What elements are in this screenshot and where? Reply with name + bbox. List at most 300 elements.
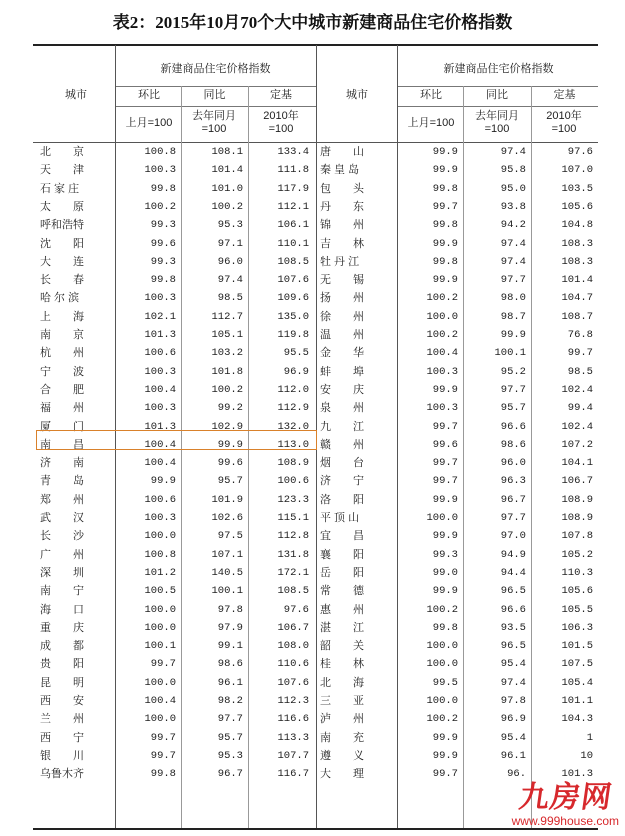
left-mom-value: 99.7 [150,658,176,671]
right-yoy-value: 97.4 [500,146,526,158]
header-yoy-right: 同比 [486,89,508,101]
right-mom-value: 100.4 [426,347,458,360]
right-base-value: 98.5 [567,365,593,378]
right-mom-value: 99.8 [432,182,458,195]
left-city-name: 昆 明 [40,676,84,689]
left-yoy-value: 105.1 [211,329,243,341]
left-base-value: 95.5 [283,347,309,360]
left-city-name: 南 昌 [40,438,84,451]
header-mom-left: 环比 [138,89,160,101]
left-yoy-value: 95.3 [217,219,243,232]
right-mom-value: 100.2 [426,329,458,341]
right-base-value: 107.0 [561,164,593,177]
left-base-value: 131.8 [277,548,309,561]
left-yoy-value: 98.6 [217,658,243,671]
right-yoy-value: 94.9 [500,548,526,561]
left-base-value: 112.9 [277,402,309,415]
watermark-url: www.999house.com [511,814,619,828]
right-yoy-value: 97.0 [500,530,526,543]
right-city-name: 遵 义 [320,749,364,762]
table-row [0,235,625,253]
right-mom-value: 99.6 [432,438,458,451]
header-divider-left-1 [115,86,316,87]
left-mom-value: 100.3 [144,292,176,305]
left-yoy-value: 96.7 [217,768,243,781]
header-mom-sub-left: 上月=100 [125,117,173,129]
left-city-name: 乌鲁木齐 [40,768,84,781]
right-mom-value: 100.0 [426,658,458,671]
header-divider-left-2 [115,106,316,107]
table-row [0,582,625,600]
right-yoy-value: 97.4 [500,237,526,250]
right-city-name: 岳 阳 [320,566,364,579]
right-yoy-value: 98.6 [500,438,526,451]
right-mom-value: 99.9 [432,731,458,744]
left-mom-value: 100.6 [144,493,176,506]
left-yoy-value: 97.5 [217,530,243,543]
right-base-value: 105.6 [561,585,593,598]
right-mom-value: 100.0 [426,640,458,653]
right-mom-value: 99.9 [432,146,458,158]
right-yoy-value: 97.7 [500,383,526,396]
left-city-name: 青 岛 [40,475,84,488]
left-mom-value: 100.3 [144,402,176,415]
right-city-name: 宜 昌 [320,530,364,543]
right-base-value: 108.7 [561,310,593,323]
table-row [0,527,625,545]
right-yoy-value: 100.1 [494,347,526,360]
right-city-name: 包 头 [320,182,364,195]
right-base-value: 76.8 [567,329,593,341]
left-mom-value: 100.3 [144,365,176,378]
left-mom-value: 100.2 [144,200,176,213]
left-base-value: 107.6 [277,274,309,287]
right-city-name: 韶 关 [320,640,364,653]
left-city-name: 西 安 [40,695,84,707]
left-mom-value: 99.9 [150,475,176,488]
left-yoy-value: 140.5 [211,566,243,579]
left-mom-value: 100.1 [144,640,176,653]
left-mom-value: 100.6 [144,347,176,360]
left-city-name: 呼和浩特 [40,219,84,232]
left-yoy-value: 96.1 [217,676,243,689]
left-city-name: 厦 门 [40,420,84,433]
left-yoy-value: 107.1 [211,548,243,561]
left-yoy-value: 98.5 [217,292,243,305]
left-yoy-value: 96.0 [217,255,243,268]
header-index-left: 新建商品住宅价格指数 [160,63,271,75]
left-city-name: 北 京 [40,146,84,158]
right-yoy-value: 96.6 [500,603,526,616]
left-city-name: 石 家 庄 [40,182,80,195]
left-yoy-value: 97.1 [217,237,243,250]
table-row [0,253,625,271]
left-yoy-value: 97.8 [217,603,243,616]
right-yoy-value: 96.7 [500,493,526,506]
left-base-value: 132.0 [277,420,309,433]
right-yoy-value: 94.4 [500,566,526,579]
table-row [0,564,625,582]
right-city-name: 无 锡 [320,274,364,287]
left-yoy-value: 99.1 [217,640,243,653]
left-mom-value: 100.0 [144,676,176,689]
left-city-name: 杭 州 [40,347,84,360]
right-yoy-value: 97.8 [500,695,526,707]
table-bottom-rule [33,828,598,830]
left-city-name: 福 州 [40,402,84,415]
table-row [0,601,625,619]
left-base-value: 135.0 [277,310,309,323]
table-row [0,729,625,747]
right-city-name: 徐 州 [320,310,364,323]
left-city-name: 太 原 [40,200,84,213]
left-yoy-value: 101.9 [211,493,243,506]
left-yoy-value: 100.1 [211,585,243,598]
left-base-value: 123.3 [277,493,309,506]
left-mom-value: 100.8 [144,548,176,561]
left-base-value: 112.1 [277,200,309,213]
left-yoy-value: 99.9 [217,438,243,451]
right-city-name: 烟 台 [320,457,364,470]
left-city-name: 贵 阳 [40,658,84,671]
right-mom-value: 100.0 [426,512,458,524]
header-yoy-left: 同比 [203,89,226,101]
right-city-name: 平 顶 山 [320,512,360,524]
right-yoy-value: 94.2 [500,219,526,232]
right-base-value: 105.2 [561,548,593,561]
right-base-value: 104.1 [561,457,593,470]
left-mom-value: 102.1 [144,310,176,323]
left-base-value: 133.4 [277,146,309,158]
left-base-value: 109.6 [277,292,309,305]
right-mom-value: 99.8 [432,219,458,232]
right-base-value: 101.3 [561,768,593,781]
left-city-name: 重 庆 [40,621,84,634]
left-city-name: 广 州 [40,548,84,561]
left-base-value: 112.8 [277,530,309,543]
left-mom-value: 100.0 [144,530,176,543]
table-row [0,326,625,344]
right-base-value: 101.1 [561,695,593,707]
left-yoy-value: 97.7 [217,713,243,726]
right-base-value: 104.7 [561,292,593,305]
left-mom-value: 100.3 [144,164,176,177]
left-base-value: 112.0 [277,383,309,396]
left-base-value: 108.5 [277,255,309,268]
left-yoy-value: 101.0 [211,182,243,195]
left-city-name: 合 肥 [40,383,84,396]
table-row [0,198,625,216]
right-city-name: 大 理 [320,768,364,781]
right-city-name: 北 海 [320,676,364,689]
left-base-value: 107.7 [277,749,309,762]
right-city-name: 济 宁 [320,475,364,488]
right-mom-value: 99.9 [432,237,458,250]
right-base-value: 108.3 [561,255,593,268]
right-yoy-value: 97.4 [500,255,526,268]
left-mom-value: 99.7 [150,749,176,762]
table-row [0,161,625,179]
left-city-name: 济 南 [40,457,84,470]
right-mom-value: 99.9 [432,274,458,287]
right-yoy-value: 96.6 [500,420,526,433]
left-yoy-value: 100.2 [211,200,243,213]
watermark-logo: 九房网 [516,780,615,815]
right-yoy-value: 95.4 [500,658,526,671]
right-city-name: 赣 州 [320,438,364,451]
header-mom-sub-right: 上月=100 [407,117,455,129]
left-city-name: 上 海 [40,310,84,323]
table-row [0,674,625,692]
table-row [0,637,625,655]
right-city-name: 南 充 [320,731,364,744]
right-city-name: 吉 林 [320,237,364,250]
right-yoy-value: 96.5 [500,640,526,653]
right-yoy-value: 96.0 [500,457,526,470]
left-yoy-value: 97.9 [217,621,243,634]
table-row [0,692,625,710]
header-city-left: 城市 [65,89,87,101]
right-base-value: 106.3 [561,621,593,634]
right-mom-value: 100.2 [426,292,458,305]
right-base-value: 108.9 [561,512,593,524]
table-row [0,509,625,527]
right-base-value: 107.2 [561,438,593,451]
right-mom-value: 99.7 [432,475,458,488]
right-yoy-value: 97.7 [500,274,526,287]
left-yoy-value: 99.2 [217,402,243,415]
left-yoy-value: 103.2 [211,347,243,360]
right-city-name: 蚌 埠 [320,365,364,378]
table-row [0,491,625,509]
left-mom-value: 100.4 [144,457,176,470]
highlight-box-xiamen [36,430,317,450]
right-mom-value: 99.7 [432,200,458,213]
right-yoy-value: 96.5 [500,585,526,598]
right-yoy-value: 98.0 [500,292,526,305]
header-base-sub-left: 2010年=100 [263,110,299,135]
right-mom-value: 99.9 [432,530,458,543]
left-base-value: 108.9 [277,457,309,470]
right-mom-value: 99.0 [432,566,458,579]
table-row [0,454,625,472]
right-mom-value: 99.9 [432,749,458,762]
left-city-name: 深 圳 [40,566,84,579]
left-city-name: 哈 尔 滨 [40,292,80,305]
right-city-name: 襄 阳 [320,548,364,561]
right-mom-value: 99.7 [432,457,458,470]
left-base-value: 110.1 [277,237,309,250]
right-city-name: 九 江 [320,420,364,433]
left-base-value: 106.7 [277,621,309,634]
right-mom-value: 100.3 [426,365,458,378]
left-mom-value: 100.0 [144,713,176,726]
table-row [0,344,625,362]
left-mom-value: 101.3 [144,420,176,433]
header-base-sub-right: 2010年=100 [546,110,582,135]
right-city-name: 金 华 [320,347,364,360]
right-base-value: 104.3 [561,713,593,726]
table-row [0,271,625,289]
left-yoy-value: 97.4 [217,274,243,287]
right-mom-value: 100.2 [426,603,458,616]
left-mom-value: 100.0 [144,603,176,616]
left-city-name: 沈 阳 [40,237,84,250]
header-yoy-sub-right: 去年同月=100 [475,110,519,135]
right-city-name: 牡 丹 江 [320,255,360,268]
right-base-value: 107.5 [561,658,593,671]
right-city-name: 秦 皇 岛 [320,164,360,177]
left-base-value: 116.6 [277,713,309,726]
right-yoy-value: 95.8 [500,164,526,177]
right-yoy-value: 95.4 [500,731,526,744]
right-base-value: 105.4 [561,676,593,689]
right-mom-value: 100.0 [426,695,458,707]
right-base-value: 10 [580,749,593,762]
right-base-value: 105.6 [561,200,593,213]
right-mom-value: 99.7 [432,420,458,433]
right-city-name: 泉 州 [320,402,364,415]
table-row [0,289,625,307]
right-city-name: 常 德 [320,585,364,598]
left-yoy-value: 95.7 [217,475,243,488]
right-mom-value: 99.8 [432,621,458,634]
left-mom-value: 101.2 [144,566,176,579]
right-base-value: 104.8 [561,219,593,232]
table-row [0,216,625,234]
left-yoy-value: 112.7 [211,310,243,323]
left-mom-value: 100.4 [144,438,176,451]
left-base-value: 111.8 [277,164,309,177]
left-mom-value: 99.8 [150,768,176,781]
right-mom-value: 99.9 [432,383,458,396]
left-city-name: 南 京 [40,329,84,341]
right-base-value: 1 [586,731,593,744]
left-base-value: 119.8 [277,329,309,341]
left-mom-value: 99.8 [150,274,176,287]
right-base-value: 108.3 [561,237,593,250]
right-yoy-value: 97.4 [500,676,526,689]
left-base-value: 116.7 [277,768,309,781]
left-mom-value: 100.3 [144,512,176,524]
table-row [0,180,625,198]
left-yoy-value: 100.2 [211,383,243,396]
left-yoy-value: 98.2 [217,695,243,707]
left-mom-value: 100.5 [144,585,176,598]
left-base-value: 107.6 [277,676,309,689]
left-mom-value: 99.8 [150,182,176,195]
right-mom-value: 100.0 [426,310,458,323]
table-row [0,399,625,417]
right-base-value: 105.5 [561,603,593,616]
right-base-value: 102.4 [561,383,593,396]
left-yoy-value: 95.7 [217,731,243,744]
table-row [0,381,625,399]
left-mom-value: 100.4 [144,383,176,396]
header-index-right: 新建商品住宅价格指数 [443,63,554,75]
left-city-name: 南 宁 [40,585,84,598]
left-mom-value: 101.3 [144,329,176,341]
left-base-value: 106.1 [277,219,309,232]
table-row [0,747,625,765]
right-yoy-value: 96.1 [500,749,526,762]
table-row [0,472,625,490]
right-city-name: 安 庆 [320,383,364,396]
right-city-name: 锦 州 [320,219,364,232]
left-yoy-value: 108.1 [211,146,243,158]
table-row [0,710,625,728]
right-base-value: 106.7 [561,475,593,488]
right-mom-value: 99.7 [432,768,458,781]
right-mom-value: 100.2 [426,713,458,726]
left-yoy-value: 102.6 [211,512,243,524]
left-base-value: 115.1 [277,512,309,524]
right-mom-value: 99.5 [432,676,458,689]
left-base-value: 97.6 [283,603,309,616]
left-base-value: 110.6 [277,658,309,671]
right-yoy-value: 97.7 [500,512,526,524]
right-city-name: 惠 州 [320,603,364,616]
left-city-name: 兰 州 [40,713,84,726]
left-base-value: 113.0 [277,438,309,451]
right-mom-value: 99.3 [432,548,458,561]
table-row [0,619,625,637]
right-city-name: 丹 东 [320,200,364,213]
right-yoy-value: 96.3 [500,475,526,488]
left-city-name: 海 口 [40,603,84,616]
right-mom-value: 99.9 [432,585,458,598]
left-base-value: 108.0 [277,640,309,653]
right-yoy-value: 96.9 [500,713,526,726]
left-city-name: 长 沙 [40,530,84,543]
left-city-name: 郑 州 [40,493,84,506]
right-base-value: 103.5 [561,182,593,195]
table-row [0,308,625,326]
left-base-value: 117.9 [277,182,309,195]
table-row [0,363,625,381]
table-row [0,143,625,161]
right-yoy-value: 99.9 [500,329,526,341]
left-mom-value: 99.7 [150,731,176,744]
header-divider-right-1 [397,86,598,87]
right-base-value: 99.7 [567,347,593,360]
watermark [512,782,619,828]
right-city-name: 唐 山 [320,146,364,158]
left-yoy-value: 99.6 [217,457,243,470]
right-city-name: 扬 州 [320,292,364,305]
left-base-value: 96.9 [283,365,309,378]
right-city-name: 洛 阳 [320,493,364,506]
right-base-value: 101.4 [561,274,593,287]
left-city-name: 大 连 [40,255,84,268]
left-city-name: 天 津 [40,164,84,177]
left-base-value: 172.1 [277,566,309,579]
table-title: 表2：2015年10月70个大中城市新建商品住宅价格指数 [112,13,513,32]
right-city-name: 桂 林 [320,658,364,671]
right-yoy-value: 95.2 [500,365,526,378]
table-row [0,546,625,564]
header-base-right: 定基 [553,89,576,101]
right-city-name: 泸 州 [320,713,364,726]
header-base-left: 定基 [270,89,292,101]
left-yoy-value: 95.3 [217,749,243,762]
right-yoy-value: 98.7 [500,310,526,323]
right-base-value: 110.3 [561,566,593,579]
left-city-name: 成 都 [40,640,84,653]
left-city-name: 宁 波 [40,365,84,378]
right-yoy-value: 93.8 [500,200,526,213]
left-mom-value: 100.8 [144,146,176,158]
